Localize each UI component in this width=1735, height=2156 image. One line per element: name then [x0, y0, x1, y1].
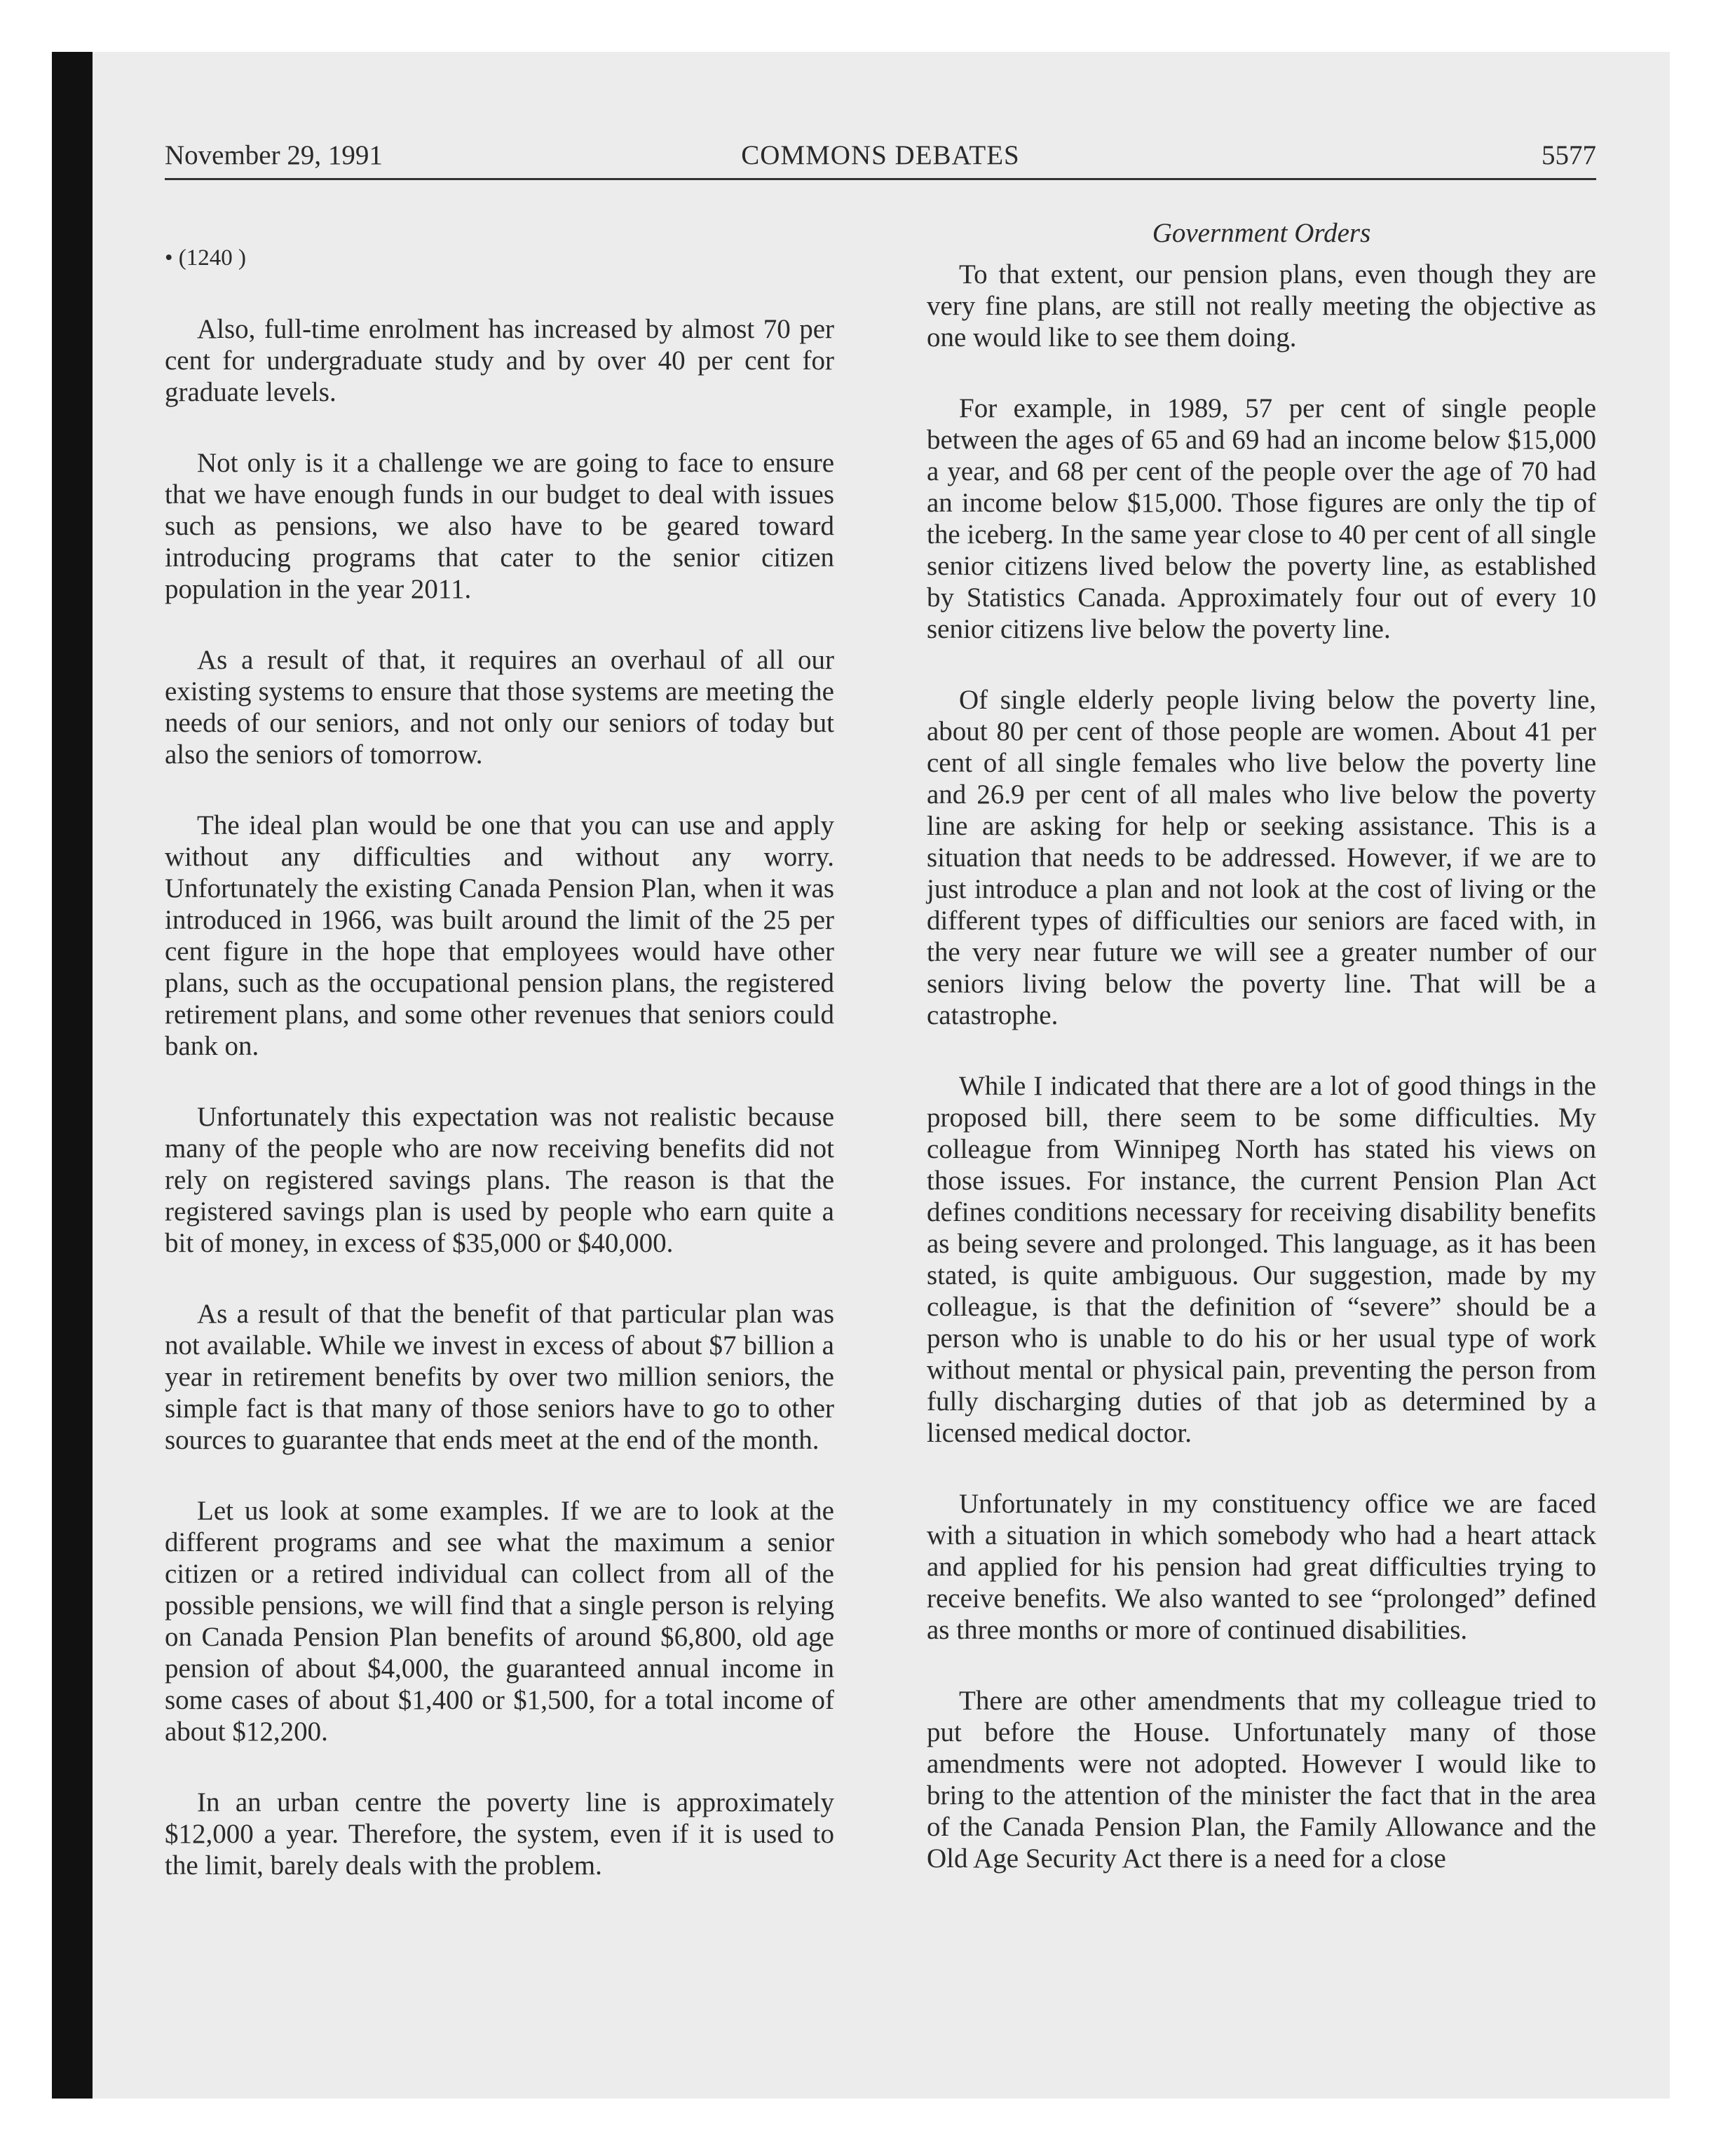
scan-binding-edge: [52, 52, 93, 2099]
header-date: November 29, 1991: [165, 140, 383, 170]
paragraph: Unfortunately this expectation was not realistic because many of the people who are now receiving benefits did not rely on registered savings plans. The reason is that the registered savings plan is used by people who earn quite a bit of money, in excess of $35,000 or $40,000.: [165, 1102, 834, 1258]
section-heading: Government Orders: [1152, 218, 1371, 248]
paragraph: As a result of that, it requires an overhaul of all our existing systems to ensure that those systems are meeting the needs of our seniors, and not only our seniors of today but also the seniors of tomorrow.: [165, 645, 834, 770]
right-column: [927, 259, 1596, 1913]
header-title: COMMONS DEBATES: [741, 140, 1020, 170]
page-header: [165, 136, 1596, 180]
paragraph: Also, full-time enrolment has increased by almost 70 per cent for undergraduate study and by over 40 per cent for graduate levels.: [165, 314, 834, 407]
time-marker: • (1240 ): [165, 245, 247, 271]
paragraph: There are other amendments that my colleague tried to put before the House. Unfortunately many of those amendments were not adopted. However I would like to bring to the attention of the minister the fact that in the area of the Canada Pension Plan, the Family Allowance and the Old Age Security Act there is a need for a close: [927, 1686, 1596, 1874]
paragraph: In an urban centre the poverty line is approximately $12,000 a year. Therefore, the system, even if it is used to the limit, barely deals with the problem.: [165, 1787, 834, 1881]
paragraph: Of single elderly people living below the poverty line, about 80 per cent of those people are women. About 41 per cent of all single females who live below the poverty line and 26.9 per cent of all males who live below the poverty line are asking for help or seeking assistance. This is a situation that needs to be addressed. However, if we are to just introduce a plan and not look at the cost of living or the different types of difficulties our seniors are faced with, in the very near future we will see a greater number of our seniors living below the poverty line. That will be a catastrophe.: [927, 685, 1596, 1030]
paragraph: Unfortunately in my constituency office we are faced with a situation in which somebody who had a heart attack and applied for his pension had great difficulties trying to receive benefits. We also wanted to see “prolonged” defined as three months or more of continued disabilities.: [927, 1489, 1596, 1645]
paragraph: Not only is it a challenge we are going to face to ensure that we have enough funds in our budget to deal with issues such as pensions, we also have to be geared toward introducing programs that cater to the senior citizen population in the year 2011.: [165, 448, 834, 604]
paragraph: While I indicated that there are a lot of good things in the proposed bill, there seem to be some difficulties. My colleague from Winnipeg North has stated his views on those issues. For instance, the current Pension Plan Act defines conditions necessary for receiving disability benefits as being severe and prolonged. This language, as it has been stated, is quite ambiguous. Our suggestion, made by my colleague, is that the definition of “severe” should be a person who is unable to do his or her usual type of work without mental or physical pain, preventing the person from fully discharging duties of that job as determined by a licensed medical doctor.: [927, 1071, 1596, 1448]
paragraph: Let us look at some examples. If we are to look at the different programs and see what the maximum a senior citizen or a retired individual can collect from all of the possible pensions, we will find that a single person is relying on Canada Pension Plan benefits of around $6,800, old age pension of about $4,000, the guaranteed annual income in some cases of about $1,400 or $1,500, for a total income of about $12,200.: [165, 1496, 834, 1747]
document-page: [93, 52, 1670, 2099]
paragraph: As a result of that the benefit of that particular plan was not available. While we invest in excess of about $7 billion a year in retirement benefits by over two million seniors, the simple fact is that many of those seniors have to go to other sources to guarantee that ends meet at the end of the month.: [165, 1299, 834, 1455]
left-column: [165, 243, 834, 1920]
paragraph: The ideal plan would be one that you can use and apply without any difficulties and without any worry. Unfortunately the existing Canada Pension Plan, when it was introduced in 1966, was built around the limit of the 25 per cent figure in the hope that employees would have other plans, such as the occupational pension plans, the registered retirement plans, and some other revenues that seniors could bank on.: [165, 810, 834, 1061]
scan-margin: [0, 0, 52, 2156]
paragraph: For example, in 1989, 57 per cent of single people between the ages of 65 and 69 had an income below $15,000 a year, and 68 per cent of the people over the age of 70 had an income below $15,000. Those figures are only the tip of the iceberg. In the same year close to 40 per cent of all single senior citizens lived below the poverty line, as established by Statistics Canada. Approximately four out of every 10 senior citizens live below the poverty line.: [927, 393, 1596, 644]
header-page-number: 5577: [1542, 140, 1596, 170]
paragraph: To that extent, our pension plans, even though they are very fine plans, are still not really meeting the objective as one would like to see them doing.: [927, 259, 1596, 353]
